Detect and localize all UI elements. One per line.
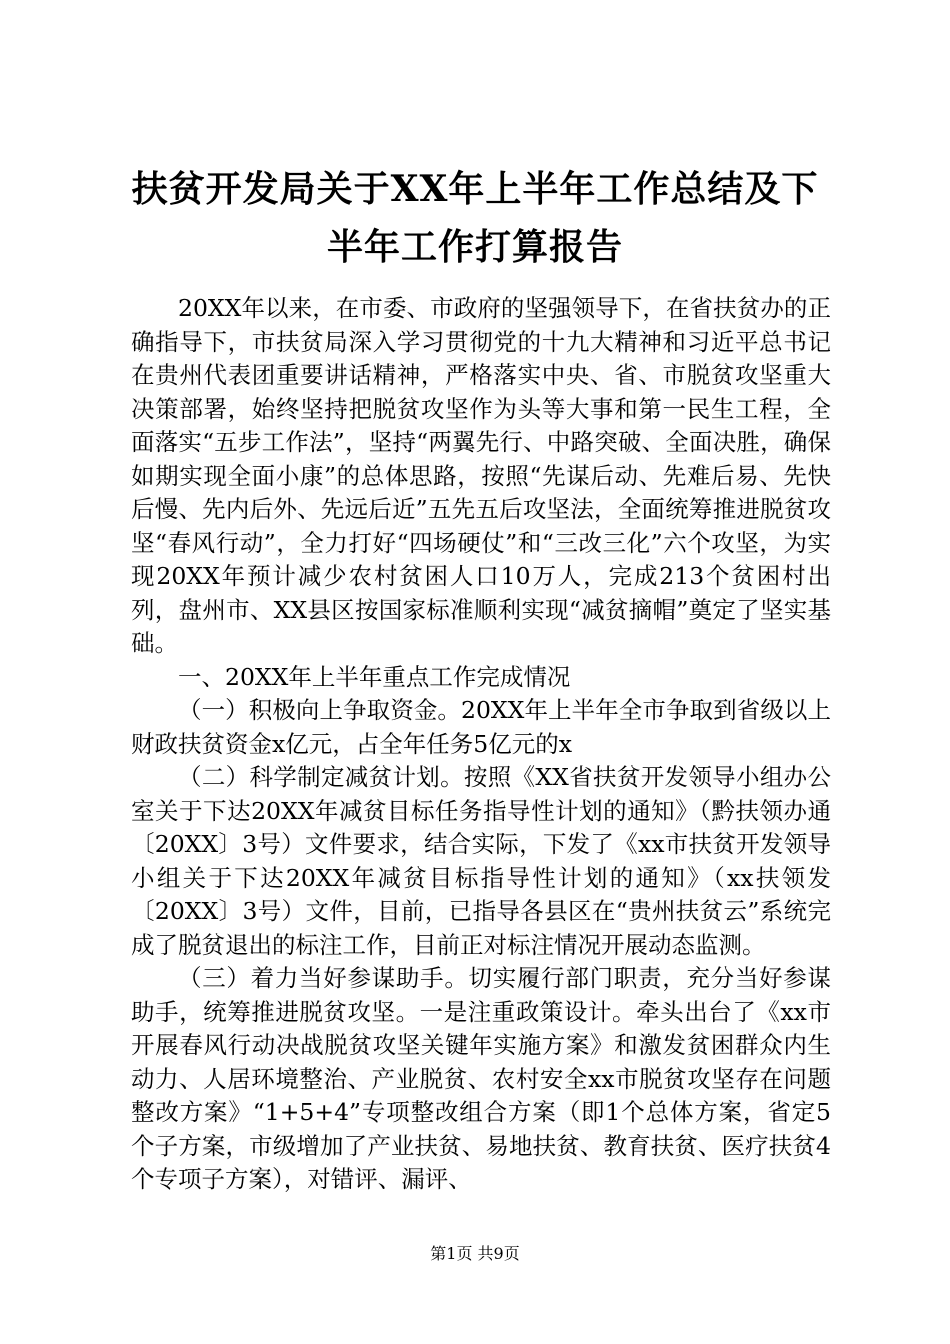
- page-number: 第1页 共9页: [430, 1244, 520, 1263]
- document-title: 扶贫开发局关于XX年上半年工作总结及下半年工作打算报告: [131, 168, 819, 268]
- paragraph-plan: （二）科学制定减贫计划。按照《XX省扶贫开发领导小组办公室关于下达20XX年减贫目标任务指导性计划的通知》（黔扶领办通〔20XX〕3号）文件要求，结合实际，下发了《xx市扶贫开发领导小组关于下达20XX年减贫目标指导性计划的通知》（xx扶领发〔20XX〕3号）文件，目前，已指导各县区在“贵州扶贫云”系统完成了脱贫退出的标注工作，目前正对标注情况开展动态监测。: [131, 763, 831, 959]
- section-heading-1: 一、20XX年上半年重点工作完成情况: [178, 662, 571, 691]
- paragraph-advisor: （三）着力当好参谋助手。切实履行部门职责，充分当好参谋助手，统筹推进脱贫攻坚。一是注重政策设计。牵头出台了《xx市开展春风行动决战脱贫攻坚关键年实施方案》和激发贫困群众内生动力、人居环境整治、产业脱贫、农村安全xx市脱贫攻坚存在问题整改方案》“1+5+4”专项整改组合方案（即1个总体方案，省定5个子方案，市级增加了产业扶贫、易地扶贫、教育扶贫、医疗扶贫4个专项子方案），对错评、漏评、: [131, 964, 831, 1193]
- document-body: [131, 292, 831, 1197]
- paragraph-funding: （一）积极向上争取资金。20XX年上半年全市争取到省级以上财政扶贫资金x亿元，占全年任务5亿元的x: [131, 696, 831, 758]
- paragraph-intro: 20XX年以来，在市委、市政府的坚强领导下，在省扶贫办的正确指导下，市扶贫局深入学习贯彻党的十九大精神和习近平总书记在贵州代表团重要讲话精神，严格落实中央、省、市脱贫攻坚重大决策部署，始终坚持把脱贫攻坚作为头等大事和第一民生工程，全面落实“五步工作法”，坚持“两翼先行、中路突破、全面决胜，确保如期实现全面小康”的总体思路，按照“先谋后动、先难后易、先快后慢、先内后外、先远后近”五先五后攻坚法，全面统筹推进脱贫攻坚“春风行动”，全力打好“四场硬仗”和“三改三化”六个攻坚，为实现20XX年预计减少农村贫困人口10万人，完成213个贫困村出列，盘州市、XX县区按国家标准顺利实现“减贫摘帽”奠定了坚实基础。: [131, 294, 831, 657]
